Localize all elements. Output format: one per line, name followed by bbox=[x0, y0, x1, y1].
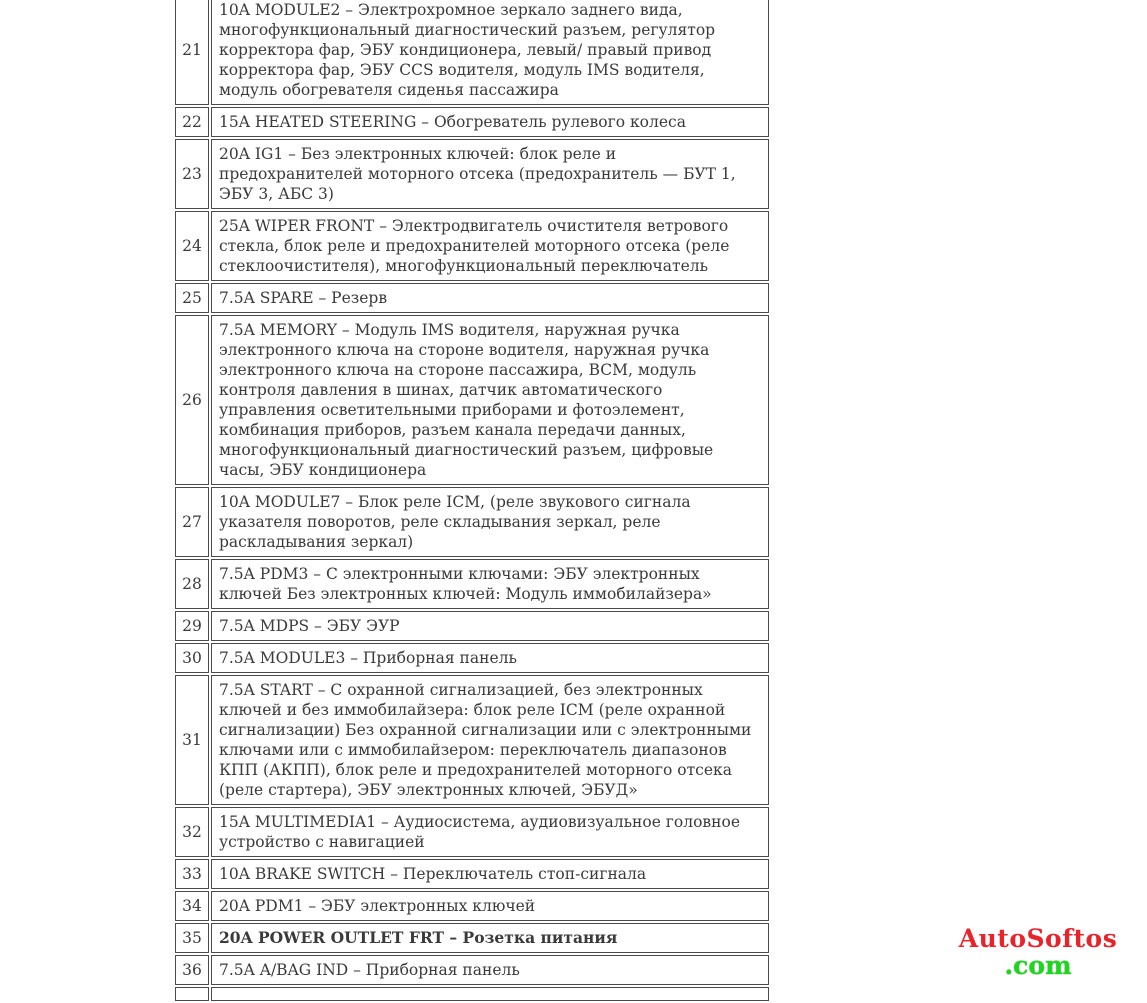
fuse-number: 22 bbox=[175, 107, 209, 137]
table-row bbox=[175, 139, 769, 209]
fuse-description: 20A PDM1 – ЭБУ электронных ключей bbox=[211, 891, 769, 921]
fuse-number: 25 bbox=[175, 283, 209, 313]
watermark-brand: AutoSoftos bbox=[958, 924, 1118, 953]
table-row bbox=[175, 315, 769, 485]
fuse-number: 33 bbox=[175, 859, 209, 889]
fuse-number: 23 bbox=[175, 139, 209, 209]
table-row bbox=[175, 891, 769, 921]
fuse-number: 34 bbox=[175, 891, 209, 921]
fuse-description: 7.5A SPARE – Резерв bbox=[211, 283, 769, 313]
table-row bbox=[175, 675, 769, 805]
fuse-number: 32 bbox=[175, 807, 209, 857]
table-row bbox=[175, 643, 769, 673]
fuse-description: 7.5A MODULE3 – Приборная панель bbox=[211, 643, 769, 673]
table-row-partial bbox=[175, 987, 769, 1001]
table-row bbox=[175, 283, 769, 313]
fuse-number: 29 bbox=[175, 611, 209, 641]
fuse-description: 25A WIPER FRONT – Электродвигатель очистителя ветрового стекла, блок реле и предохранителей моторного отсека (реле стеклоочистителя), многофункциональный переключатель bbox=[211, 211, 769, 281]
fuse-description: 10A MODULE7 – Блок реле ICM, (реле звукового сигнала указателя поворотов, реле складывания зеркал, реле раскладывания зеркал) bbox=[211, 487, 769, 557]
table-row bbox=[175, 0, 769, 105]
fuse-description: 10A BRAKE SWITCH – Переключатель стоп-сигнала bbox=[211, 859, 769, 889]
fuse-number: 21 bbox=[175, 0, 209, 105]
fuse-number: 27 bbox=[175, 487, 209, 557]
table-row bbox=[175, 211, 769, 281]
table-row bbox=[175, 611, 769, 641]
fuse-description: 10A MODULE2 – Электрохромное зеркало заднего вида, многофункциональный диагностический разъем, регулятор корректора фар, ЭБУ кондиционера, левый/ правый привод корректора фар, ЭБУ CCS водителя, модуль IMS водителя, модуль обогревателя сиденья пассажира bbox=[211, 0, 769, 105]
fuse-number: 31 bbox=[175, 675, 209, 805]
fuse-table-body bbox=[175, 0, 769, 1001]
fuse-number: 26 bbox=[175, 315, 209, 485]
table-row bbox=[175, 955, 769, 985]
fuse-number-cell-empty bbox=[175, 987, 209, 1001]
fuse-description: 15A MULTIMEDIA1 – Аудиосистема, аудиовизуальное головное устройство с навигацией bbox=[211, 807, 769, 857]
fuse-description-cell-empty bbox=[211, 987, 769, 1001]
fuse-table-container bbox=[173, 0, 771, 1003]
fuse-description: 7.5A START – С охранной сигнализацией, без электронных ключей и без иммобилайзера: блок реле ICM (реле охранной сигнализации) Без охранной сигнализации или с электронными ключами или с иммобилайзером: переключатель диапазонов КПП (АКПП), блок реле и предохранителей моторного отсека (реле стартера), ЭБУ электронных ключей, ЭБУД» bbox=[211, 675, 769, 805]
table-row bbox=[175, 859, 769, 889]
fuse-number: 36 bbox=[175, 955, 209, 985]
table-row bbox=[175, 487, 769, 557]
fuse-description: 7.5A MEMORY – Модуль IMS водителя, наружная ручка электронного ключа на стороне водителя, наружная ручка электронного ключа на стороне пассажира, BCM, модуль контроля давления в шинах, датчик автоматического управления осветительными приборами и фотоэлемент, комбинация приборов, разъем канала передачи данных, многофункциональный диагностический разъем, цифровые часы, ЭБУ кондиционера bbox=[211, 315, 769, 485]
fuse-description: 15A HEATED STEERING – Обогреватель рулевого колеса bbox=[211, 107, 769, 137]
table-row bbox=[175, 107, 769, 137]
table-row bbox=[175, 807, 769, 857]
fuse-description: 7.5A MDPS – ЭБУ ЭУР bbox=[211, 611, 769, 641]
fuse-description: 20A IG1 – Без электронных ключей: блок реле и предохранителей моторного отсека (предохранитель — БУТ 1, ЭБУ 3, АБС 3) bbox=[211, 139, 769, 209]
table-row bbox=[175, 559, 769, 609]
fuse-number: 28 bbox=[175, 559, 209, 609]
fuse-description: 7.5A PDM3 – С электронными ключами: ЭБУ электронных ключей Без электронных ключей: Модуль иммобилайзера» bbox=[211, 559, 769, 609]
fuse-number: 35 bbox=[175, 923, 209, 953]
watermark-domain: .com bbox=[1004, 951, 1072, 980]
fuse-description: 20A POWER OUTLET FRT – Розетка питания bbox=[211, 923, 769, 953]
fuse-table bbox=[173, 0, 771, 1003]
site-watermark bbox=[938, 925, 1138, 979]
table-row bbox=[175, 923, 769, 953]
fuse-description: 7.5A A/BAG IND – Приборная панель bbox=[211, 955, 769, 985]
fuse-number: 24 bbox=[175, 211, 209, 281]
fuse-number: 30 bbox=[175, 643, 209, 673]
